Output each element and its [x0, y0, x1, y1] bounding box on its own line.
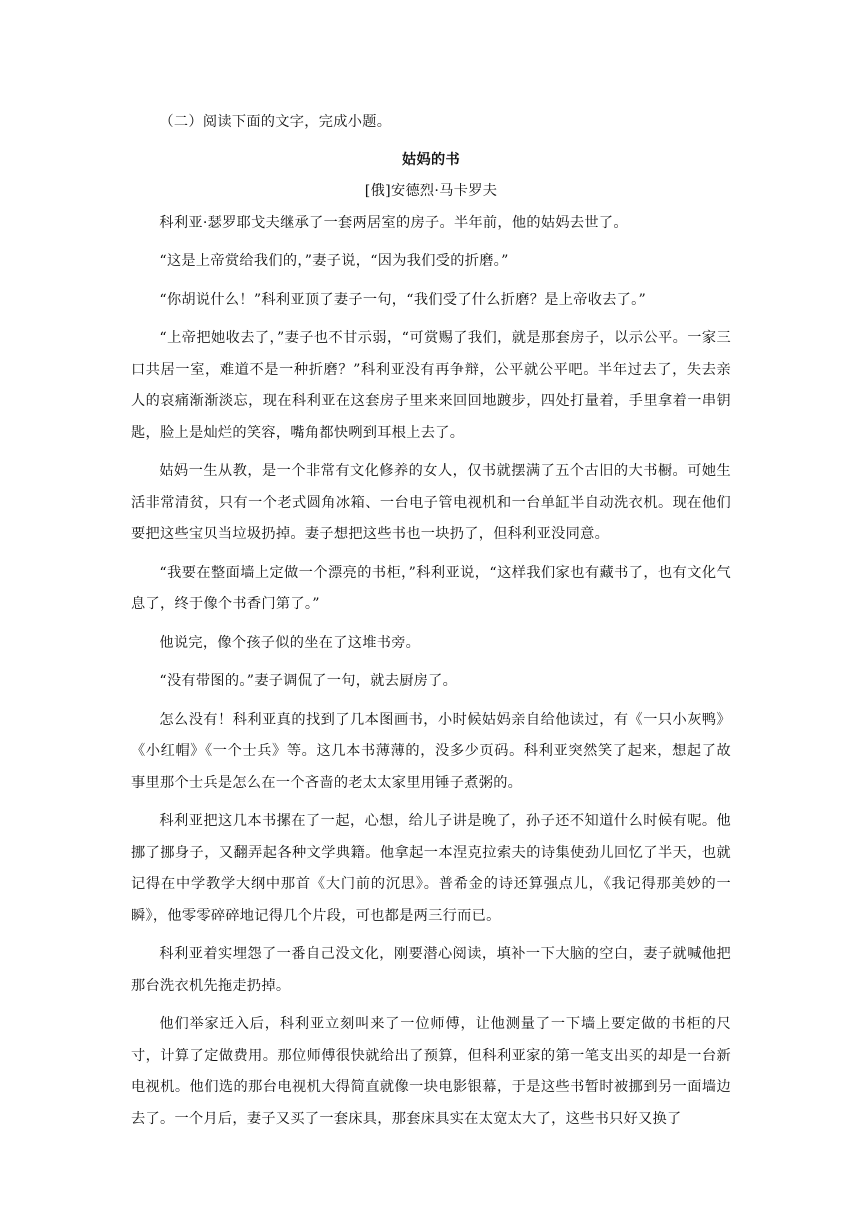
paragraph: 科利亚着实埋怨了一番自己没文化，刚要潜心阅读，填补一下大脑的空白，妻子就喊他把那台洗衣机先拖走扔掉。 [131, 946, 731, 994]
paragraph: 他说完，像个孩子似的坐在了这堆书旁。 [159, 634, 421, 651]
document-body [131, 107, 731, 1135]
paragraph: 他们举家迁入后，科利亚立刻叫来了一位师傅，让他测量了一下墙上要定做的书柜的尺寸，计算了定做费用。那位师傅很快就给出了预算，但科利亚家的第一笔支出买的却是一台新电视机。他们选的那台电视机大得简直就像一块电影银幕，于是这些书暂时被挪到另一面墙边去了。一个月后，妻子又买了一套床具，那套床具实在太宽太大了，这些书只好又换了 [131, 1016, 731, 1127]
section-heading: （二）阅读下面的文字，完成小题。 [159, 114, 392, 130]
paragraph: 姑妈一生从教，是一个非常有文化修养的女人，仅书就摆满了五个古旧的大书橱。可她生活非常清贫，只有一个老式圆角冰箱、一台电子管电视机和一台单缸半自动洗衣机。现在他们要把这些宝贝当垃圾扔掉。妻子想把这些书也一块扔了，但科利亚没同意。 [131, 463, 731, 542]
paragraph: “这是上帝赏给我们的，”妻子说，“因为我们受的折磨。” [159, 253, 509, 269]
article-title: 姑妈的书 [402, 151, 460, 168]
paragraph: “没有带图的。”妻子调侃了一句，就去厨房了。 [159, 673, 458, 689]
paragraph: “我要在整面墙上定做一个漂亮的书柜，”科利亚说，“这样我们家也有藏书了，也有文化气息了，终于像个书香门第了。” [131, 564, 731, 612]
article-author: [俄]安德烈·马卡罗夫 [364, 183, 498, 199]
paragraph: 科利亚把这几本书摞在了一起，心想，给儿子讲是晚了，孙子还不知道什么时候有呢。他挪了挪身子，又翻弄起各种文学典籍。他拿起一本涅克拉索夫的诗集使劲儿回忆了半天，也就记得在中学教学大纲中那首《大门前的沉思》。普希金的诗还算强点儿，《我记得那美妙的一瞬》，他零零碎碎地记得几个片段，可也都是两三行而已。 [131, 813, 731, 924]
paragraph: 怎么没有！科利亚真的找到了几本图画书，小时候姑妈亲自给他读过，有《一只小灰鸭》《小红帽》《一个士兵》等。这几本书薄薄的，没多少页码。科利亚突然笑了起来，想起了故事里那个士兵是怎么在一个吝啬的老太太家里用锤子煮粥的。 [131, 711, 731, 791]
paragraph: “你胡说什么！”科利亚顶了妻子一句，“我们受了什么折磨？是上帝收去了。” [159, 291, 647, 308]
paragraph: “上帝把她收去了，”妻子也不甘示弱，“可赏赐了我们，就是那套房子，以示公平。一家三口共居一室，难道不是一种折磨？”科利亚没有再争辩，公平就公平吧。半年过去了，失去亲人的哀痛渐渐淡忘，现在科利亚在这套房子里来来回回地踱步，四处打量着，手里拿着一串钥匙，脸上是灿烂的笑容，嘴角都快咧到耳根上去了。 [131, 330, 731, 441]
paragraph: 科利亚·瑟罗耶戈夫继承了一套两居室的房子。半年前，他的姑妈去世了。 [159, 214, 628, 231]
